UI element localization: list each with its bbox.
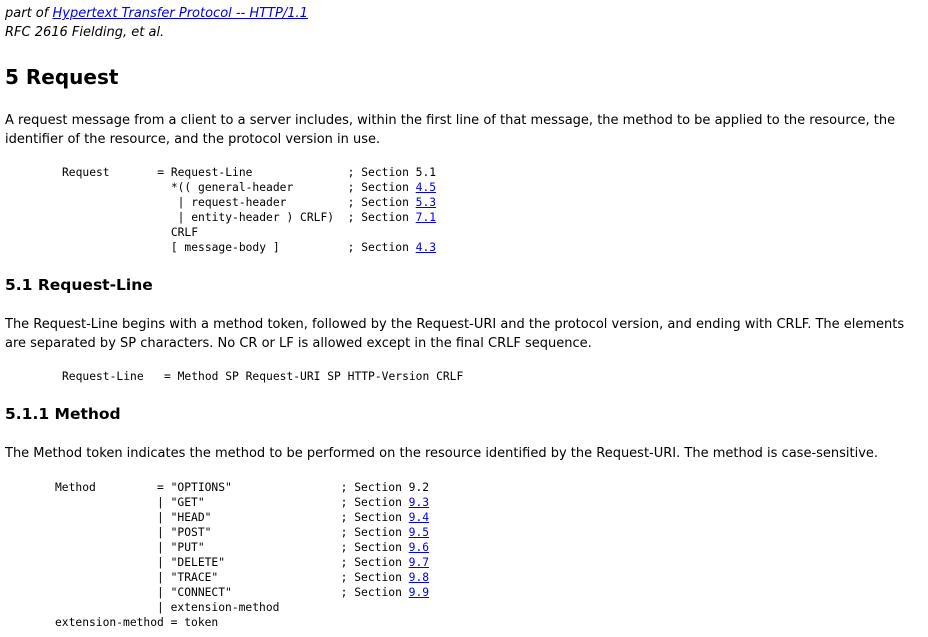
section-link[interactable]: 9.9 — [408, 586, 430, 599]
grammar-line: | entity-header ) CRLF) ; Section — [62, 211, 416, 224]
rfc-line: RFC 2616 Fielding, et al. — [5, 25, 165, 40]
grammar-line: *(( general-header ; Section — [62, 181, 416, 194]
section-5-1-paragraph: The Request-Line begins with a method token, followed by the Request-URI and the protocol version, and ending with CRLF. The elements are separated by SP characters. No CR or LF is allowed except in the final CRLF sequence. — [5, 317, 905, 351]
grammar-line: extension-method = token — [55, 616, 219, 629]
section-link[interactable]: 4.5 — [415, 181, 437, 194]
grammar-line: | extension-method — [55, 601, 280, 614]
grammar-line: Request = Request-Line ; Section — [62, 166, 416, 179]
section-link[interactable]: 9.5 — [408, 526, 430, 539]
section-number: 5.1 — [415, 166, 437, 179]
part-of-prefix: part of — [5, 6, 49, 21]
grammar-line: | "PUT" ; Section — [55, 541, 409, 554]
grammar-line: Method = "OPTIONS" ; Section — [55, 481, 409, 494]
section-link[interactable]: 9.4 — [408, 511, 430, 524]
section-link[interactable]: 9.6 — [408, 541, 430, 554]
part-of-line — [5, 4, 308, 23]
section-5-1-title: 5.1 Request-Line — [5, 276, 153, 294]
grammar-line: | "POST" ; Section — [55, 526, 409, 539]
section-link[interactable]: 4.3 — [415, 241, 437, 254]
grammar-line: | "GET" ; Section — [55, 496, 409, 509]
section-link[interactable]: 5.3 — [415, 196, 437, 209]
http-spec-link[interactable]: Hypertext Transfer Protocol -- HTTP/1.1 — [52, 6, 308, 21]
grammar-line: | "TRACE" ; Section — [55, 571, 409, 584]
section-5-paragraph: A request message from a client to a server includes, within the first line of that message, the method to be applied to the resource, the identifier of the resource, and the protocol version in use. — [5, 113, 896, 147]
section-link[interactable]: 9.7 — [408, 556, 430, 569]
section-link[interactable]: 9.3 — [408, 496, 430, 509]
method-grammar — [55, 480, 429, 630]
section-5-title: 5 Request — [5, 65, 119, 89]
grammar-line: | request-header ; Section — [62, 196, 416, 209]
grammar-line: | "HEAD" ; Section — [55, 511, 409, 524]
document-source — [5, 4, 308, 42]
section-number: 9.2 — [408, 481, 430, 494]
section-link[interactable]: 9.8 — [408, 571, 430, 584]
grammar-line: | "CONNECT" ; Section — [55, 586, 409, 599]
section-5-1-1-title: 5.1.1 Method — [5, 405, 121, 423]
grammar-line: | "DELETE" ; Section — [55, 556, 409, 569]
request-grammar — [62, 165, 436, 255]
section-5-1-1-paragraph: The Method token indicates the method to be performed on the resource identified by the Request-URI. The method is case-sensitive. — [5, 446, 879, 461]
grammar-line: [ message-body ] ; Section — [62, 241, 416, 254]
request-line-grammar: Request-Line = Method SP Request-URI SP HTTP-Version CRLF — [62, 370, 464, 383]
grammar-line: CRLF — [62, 226, 199, 239]
section-link[interactable]: 7.1 — [415, 211, 437, 224]
